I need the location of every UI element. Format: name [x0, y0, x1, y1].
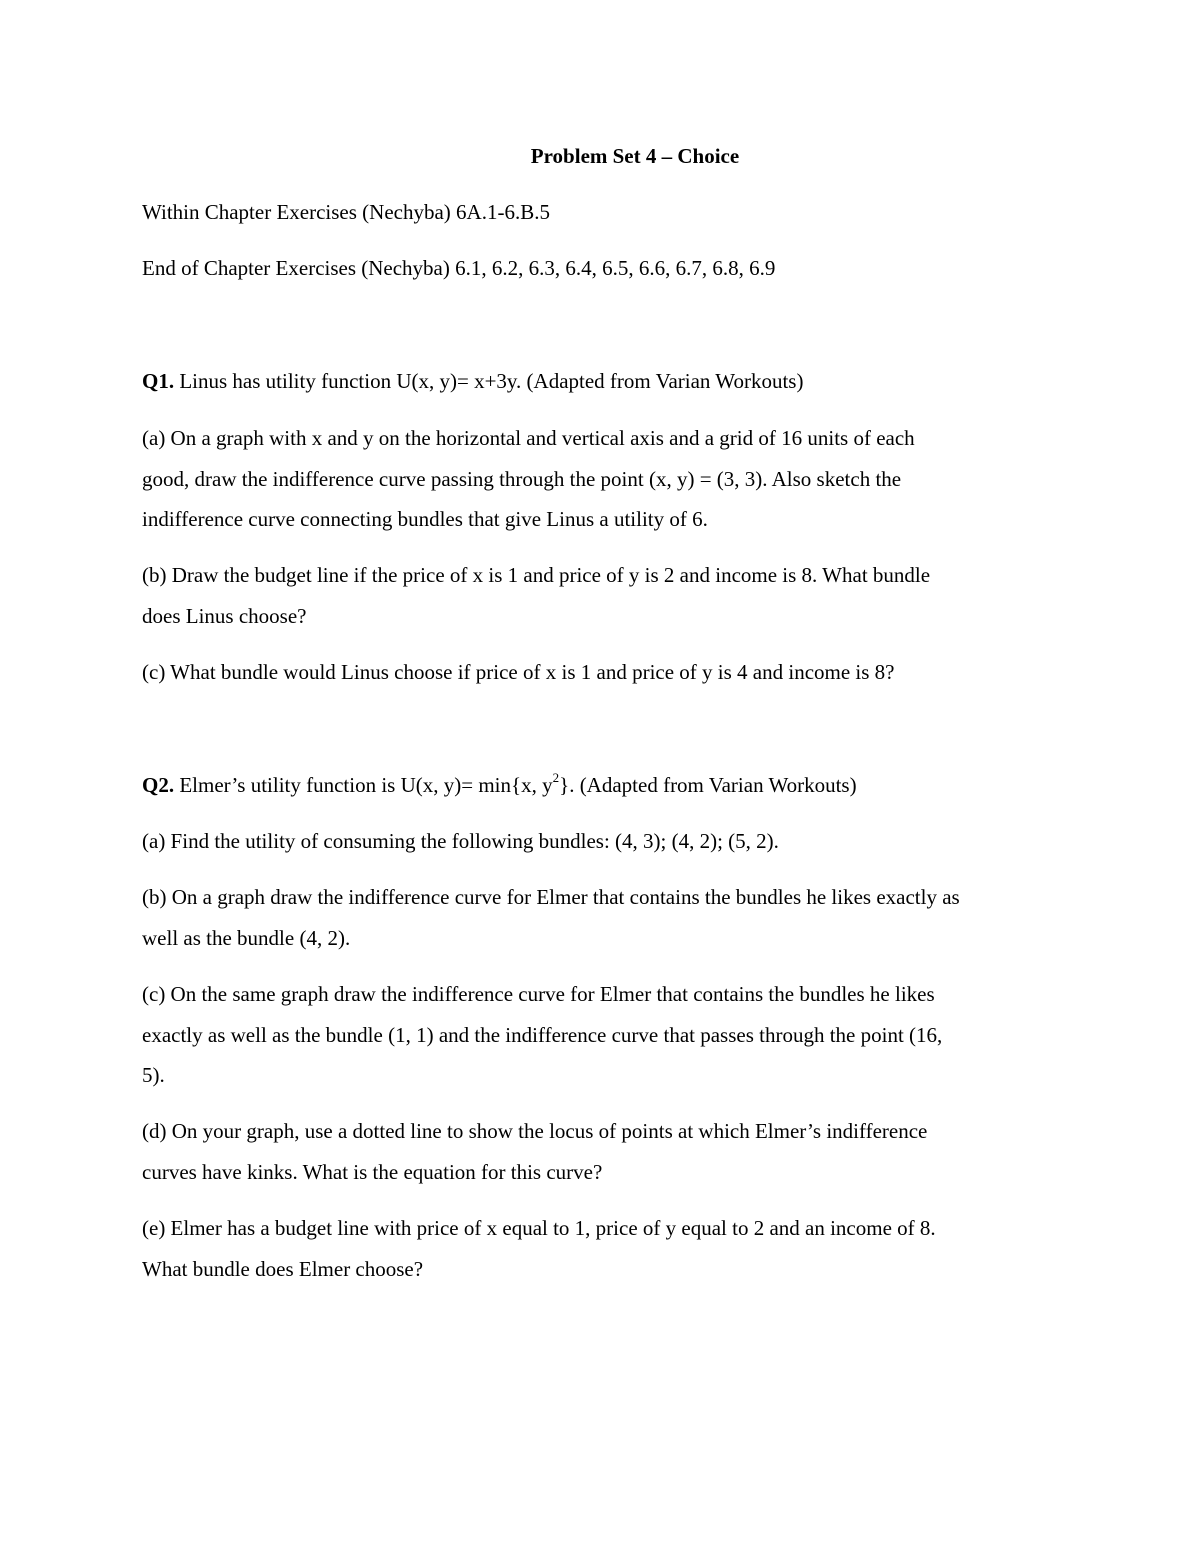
- q2-intro-pre: Elmer’s utility function is U(x, y)= min{x, y: [174, 773, 553, 797]
- q1-c-line-1: (c) What bundle would Linus choose if price of x is 1 and price of y is 4 and income is 8?: [142, 660, 895, 684]
- q2-e-line-2: What bundle does Elmer choose?: [142, 1257, 424, 1281]
- q1-b-line-1: (b) Draw the budget line if the price of x is 1 and price of y is 2 and income is 8. What bundle: [142, 563, 931, 587]
- q2-label: Q2.: [142, 773, 175, 797]
- q1-heading: [142, 368, 803, 394]
- end-of-chapter-exercises: End of Chapter Exercises (Nechyba) 6.1, 6.2, 6.3, 6.4, 6.5, 6.6, 6.7, 6.8, 6.9: [142, 256, 776, 280]
- q2-c-line-2: exactly as well as the bundle (1, 1) and the indifference curve that passes through the point (16,: [142, 1023, 943, 1047]
- q2-b-line-2: well as the bundle (4, 2).: [142, 926, 351, 950]
- q2-a-line-1: (a) Find the utility of consuming the following bundles: (4, 3); (4, 2); (5, 2).: [142, 829, 779, 853]
- q1-intro: Linus has utility function U(x, y)= x+3y. (Adapted from Varian Workouts): [174, 369, 804, 393]
- q2-intro-post: }. (Adapted from Varian Workouts): [559, 773, 857, 797]
- q1-a-line-2: good, draw the indifference curve passing through the point (x, y) = (3, 3). Also sketch the: [142, 467, 902, 491]
- q2-c-line-3: 5).: [142, 1063, 165, 1087]
- page-title: Problem Set 4 – Choice: [530, 144, 740, 168]
- q2-c-line-1: (c) On the same graph draw the indifference curve for Elmer that contains the bundles he likes: [142, 982, 935, 1006]
- q2-e-line-1: (e) Elmer has a budget line with price of x equal to 1, price of y equal to 2 and an income of 8.: [142, 1216, 936, 1240]
- q2-heading: [142, 772, 857, 798]
- q2-b-line-1: (b) On a graph draw the indifference curve for Elmer that contains the bundles he likes exactly as: [142, 885, 960, 909]
- q1-label: Q1.: [142, 369, 175, 393]
- q1-a-line-3: indifference curve connecting bundles that give Linus a utility of 6.: [142, 507, 708, 531]
- q2-d-line-1: (d) On your graph, use a dotted line to show the locus of points at which Elmer’s indifference: [142, 1119, 928, 1143]
- within-chapter-exercises: Within Chapter Exercises (Nechyba) 6A.1-6.B.5: [142, 200, 550, 224]
- q1-a-line-1: (a) On a graph with x and y on the horizontal and vertical axis and a grid of 16 units of each: [142, 426, 915, 450]
- q1-b-line-2: does Linus choose?: [142, 604, 307, 628]
- q2-d-line-2: curves have kinks. What is the equation for this curve?: [142, 1160, 603, 1184]
- q2-superscript: 2: [552, 770, 560, 785]
